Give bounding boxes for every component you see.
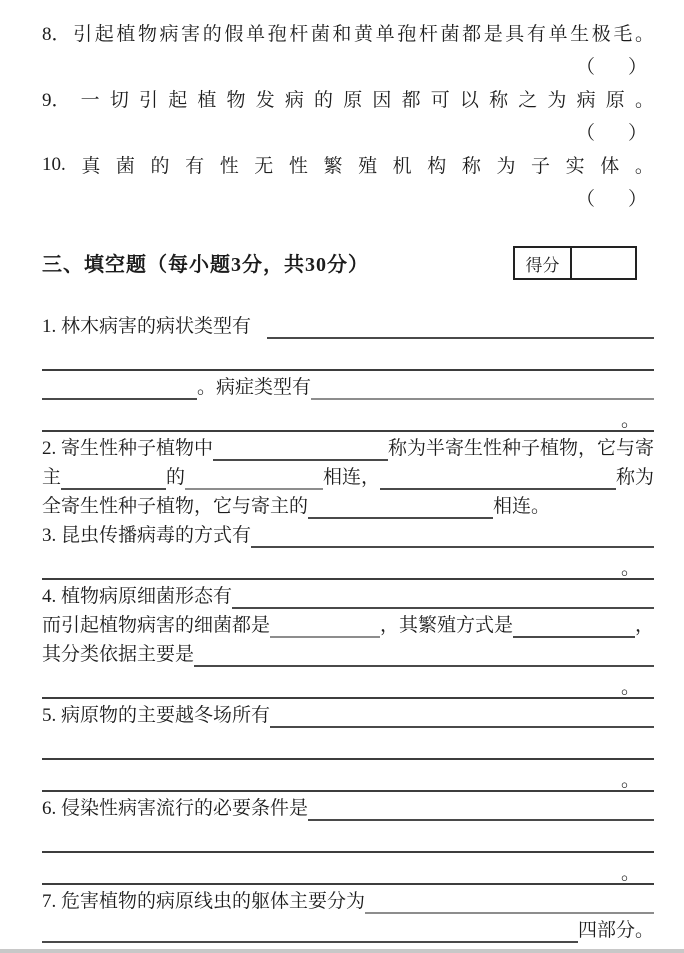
tf-question-char: 杆: [418, 24, 438, 45]
tf-question-char: 发: [255, 90, 275, 111]
blank-line: [61, 466, 166, 490]
tf-question-char: 菌: [440, 24, 460, 45]
tf-question-char: 。: [634, 156, 654, 177]
tf-question-char: 繁: [323, 156, 343, 177]
tf-question-char: 原: [605, 90, 625, 111]
fill-row: [42, 914, 654, 943]
blank-line: [194, 643, 654, 667]
answer-parens: （ ）: [575, 123, 654, 144]
blank-line: [213, 437, 388, 461]
fill-row: [42, 490, 654, 519]
fill-text: 全寄生性种子植物，它与寄主的: [42, 496, 309, 518]
tf-question-row: [42, 16, 654, 49]
fill-text: 其分类依据主要是: [42, 644, 195, 666]
score-box: [513, 246, 637, 280]
tf-question-char: 有: [526, 24, 546, 45]
tf-question-char: 起: [168, 90, 188, 111]
fill-in-blank-section: [42, 310, 654, 943]
tf-question-char: 生: [570, 24, 590, 45]
tf-question-char: 假: [224, 24, 244, 45]
tf-question-char: 无: [254, 156, 274, 177]
tf-question-char: 都: [401, 90, 421, 111]
fill-row: [42, 310, 654, 339]
tf-question-char: 单: [245, 24, 265, 45]
blank-rule-row: [42, 821, 654, 853]
answer-parens-row: [42, 115, 654, 148]
tf-question-char: 的: [202, 24, 222, 45]
fill-row: [42, 792, 654, 821]
fill-text: ，: [634, 615, 654, 637]
blank-line: [185, 466, 323, 490]
blank-rule-row: [42, 339, 654, 371]
blank-rule-period-row: [42, 760, 654, 792]
tf-question-char: 为: [496, 156, 516, 177]
tf-question-char: 原: [343, 90, 363, 111]
blank-line: [308, 495, 493, 519]
tf-question-char: 称: [489, 90, 509, 111]
tf-question-char: 一: [80, 90, 100, 111]
tf-question-char: 因: [372, 90, 392, 111]
answer-parens: （ ）: [575, 189, 654, 210]
tf-question-char: 有: [185, 156, 205, 177]
tf-question-char: 之: [518, 90, 538, 111]
tf-question-char: 。: [634, 90, 654, 111]
blank-line: [380, 466, 616, 490]
score-label-cell: 得分: [515, 248, 572, 278]
fill-text: 四部分。: [577, 920, 654, 942]
tf-question-char: 机: [392, 156, 412, 177]
answer-parens-row: [42, 49, 654, 82]
blank-line: [365, 890, 654, 914]
tf-question-char: 称: [461, 156, 481, 177]
blank-line: [42, 376, 197, 400]
tf-question-char: 真: [81, 156, 101, 177]
blank-rule-period-row: [42, 548, 654, 580]
tf-question-char: 8．: [42, 24, 71, 45]
fill-text: 6. 侵染性病害流行的必要条件是: [42, 798, 309, 820]
section-heading: 三、填空题（每小题3分，共30分）: [42, 254, 369, 276]
tf-question-char: 害: [181, 24, 201, 45]
line-end-period: 。: [620, 770, 640, 791]
fill-text: 。病症类型有: [197, 377, 312, 399]
fill-row: [42, 638, 654, 667]
fill-text: 4. 植物病原细菌形态有: [42, 586, 233, 608]
blank-line: [311, 376, 654, 400]
fill-row: [42, 461, 654, 490]
tf-question-row: [42, 148, 654, 181]
tf-question-char: 黄: [354, 24, 374, 45]
blank-rule-period-row: [42, 400, 654, 432]
fill-text: 称为半寄生性种子植物，它与寄: [387, 438, 654, 460]
tf-question-char: 引: [73, 24, 93, 45]
tf-question-char: 物: [226, 90, 246, 111]
score-value-cell: [572, 248, 635, 278]
tf-question-char: 单: [548, 24, 568, 45]
tf-question-char: 的: [150, 156, 170, 177]
blank-line: [270, 704, 654, 728]
tf-question-char: 植: [116, 24, 136, 45]
fill-text: 的: [166, 467, 186, 489]
fill-text: 相连。: [493, 496, 551, 518]
fill-text: 5. 病原物的主要越冬场所有: [42, 705, 271, 727]
tf-question-char: 殖: [358, 156, 378, 177]
tf-question-char: 引: [139, 90, 159, 111]
tf-question-char: 可: [430, 90, 450, 111]
fill-text: 1. 林木病害的病状类型有: [42, 316, 252, 338]
tf-question-char: 为: [547, 90, 567, 111]
blank-line: [513, 614, 635, 638]
tf-question-char: 孢: [267, 24, 287, 45]
tf-question-char: 单: [375, 24, 395, 45]
fill-row: [42, 580, 654, 609]
blank-line: [270, 614, 380, 638]
fill-text: 3. 昆虫传播病毒的方式有: [42, 525, 252, 547]
tf-question-char: 孢: [397, 24, 417, 45]
tf-question-char: 起: [94, 24, 114, 45]
blank-rule-row: [42, 728, 654, 760]
fill-row: [42, 519, 654, 548]
scan-edge: [0, 949, 684, 953]
fill-text: 相连，: [323, 467, 381, 489]
line-end-period: 。: [620, 863, 640, 884]
fill-text: 2. 寄生性种子植物中: [42, 438, 214, 460]
tf-question-char: 体: [600, 156, 620, 177]
blank-line: [42, 919, 578, 943]
tf-question-char: 9．: [42, 90, 71, 111]
blank-rule-period-row: [42, 853, 654, 885]
tf-question-char: 具: [505, 24, 525, 45]
tf-question-char: 病: [576, 90, 596, 111]
tf-question-char: 是: [483, 24, 503, 45]
answer-parens: （ ）: [575, 57, 654, 78]
line-end-period: 。: [620, 410, 640, 431]
blank-line: [232, 585, 654, 609]
fill-row: [42, 699, 654, 728]
fill-row: [42, 432, 654, 461]
tf-question-char: 和: [332, 24, 352, 45]
tf-question-char: 的: [314, 90, 334, 111]
tf-question-char: 植: [197, 90, 217, 111]
tf-question-char: 。: [634, 24, 654, 45]
blank-line: [308, 797, 654, 821]
section-header-row: [42, 250, 654, 290]
tf-question-char: 实: [565, 156, 585, 177]
tf-question-char: 子: [531, 156, 551, 177]
fill-text: 7. 危害植物的病原线虫的躯体主要分为: [42, 891, 366, 913]
tf-question-char: 10.: [42, 153, 66, 175]
tf-question-row: [42, 82, 654, 115]
tf-question-char: 切: [109, 90, 129, 111]
true-false-section: [42, 16, 654, 214]
fill-row: [42, 371, 654, 400]
fill-text: ，其繁殖方式是: [380, 615, 514, 637]
tf-question-char: 都: [462, 24, 482, 45]
fill-text: 称为: [615, 467, 654, 489]
fill-text: 而引起植物病害的细菌都是: [42, 615, 271, 637]
tf-question-char: 菌: [310, 24, 330, 45]
tf-question-char: 菌: [115, 156, 135, 177]
tf-question-char: 物: [137, 24, 157, 45]
tf-question-char: 极: [591, 24, 611, 45]
tf-question-char: 毛: [613, 24, 633, 45]
tf-question-char: 杆: [289, 24, 309, 45]
fill-row: [42, 885, 654, 914]
line-end-period: 。: [620, 558, 640, 579]
line-end-period: 。: [620, 677, 640, 698]
fill-text: 主: [42, 467, 62, 489]
tf-question-char: 性: [219, 156, 239, 177]
blank-rule-period-row: [42, 667, 654, 699]
tf-question-char: 构: [427, 156, 447, 177]
answer-parens-row: [42, 181, 654, 214]
fill-row: [42, 609, 654, 638]
tf-question-char: 病: [284, 90, 304, 111]
blank-line: [267, 315, 654, 339]
tf-question-char: 性: [288, 156, 308, 177]
tf-question-char: 以: [459, 90, 479, 111]
blank-line: [251, 524, 654, 548]
tf-question-char: 病: [159, 24, 179, 45]
